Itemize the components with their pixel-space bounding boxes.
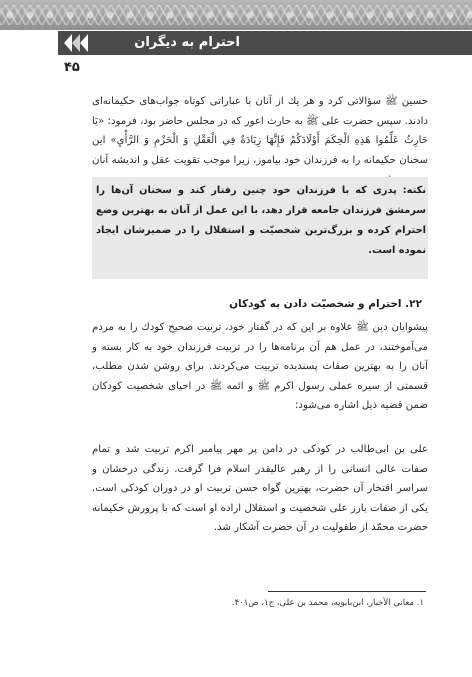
page-header — [0, 0, 472, 78]
page-number: ۴۵ — [64, 60, 80, 75]
paragraph-1-text-before-quote: حسین ﷺ سؤالاتی کرد و هر یك از آنان با عباراتی کوتاه جواب‌های حکیمانه‌ای دادند. سپس حضرت علی ﷺ به حارث اعور که در مجلس حاضر بود، فرمود: — [92, 96, 428, 127]
paragraph-1-text-after-quote: این سخنان حکیمانه را به فرزندان خود بیاموز، زیرا موجب تقویت عقل و اندیشه آنان — [92, 135, 428, 166]
running-title: احترام به دیگران — [134, 35, 240, 50]
chevron-left-icon — [72, 34, 80, 52]
arabic-quote: «يَا حَارِثُ عَلِّمُوا هَذِهِ الْحِكَمَ أَوْلَادَكُمْ فَإِنَّهَا زِيَادَةٌ فِي الْعَقْلِ وَ الْحَزْمِ وَ الرَّأْيِ» — [92, 115, 428, 146]
footnote-divider — [268, 591, 426, 592]
running-title-bar — [58, 31, 472, 55]
section-heading: ۲۲. احترام و شخصیّت دادن به کودکان — [229, 298, 422, 310]
paragraph-2: پیشوایان دین ﷺ علاوه بر این که در گفتار خود، تربیت صحیح کودك را به مردم می‌آموختند، در عمل هم آن برنامه‌ها را در تربیت فرزندان خود به کار بسته و آنان را به بهترین صفات پسندیده تربیت می‌کردند. برای روشن شدن مطلب، قسمتی از سیره عملی رسول اکرم ﷺ و ائمه ﷺ در احیای شخصیت کودکان ضمن قضیه ذیل اشاره می‌شود: — [92, 322, 428, 411]
chevron-left-icon — [64, 34, 72, 52]
footnote: ۱. معانی الأخبار، ابن‌بابویه، محمد بن علی، ج۱، ص۴۰۱. — [231, 598, 424, 608]
note-text: نکته: پدری که با فرزندان خود چنین رفتار کند و سخنان آن‌ها را سرمشق فرزندان جامعه قرار دهد، با این عمل از آنان به بهترین وضع احترام کرده و بزرگ‌ترین شخصیّت و استقلال را در ضمیرشان ایجاد نموده است. — [96, 185, 426, 256]
chevron-left-icon — [80, 34, 88, 52]
paragraph-3: علی بن ابی‌طالب در کودکی در دامن پر مهر پیامبر اکرم تربیت شد و تمام صفات عالی انسانی را از رهبر عالیقدر اسلام فرا گرفت. زندگی درخشان و سراسر افتخار آن حضرت، بهترین گواه حسن تربیت او در دوران کودکی است. یکی از صفات بارز علی شخصیت و استقلال اراده او است که با پرورش حکیمانه حضرت محمّد از طفولیت در آن حضرت آشکار شد. — [92, 444, 428, 533]
ornament-pattern — [0, 5, 472, 25]
decorative-ornament-band — [0, 0, 472, 30]
